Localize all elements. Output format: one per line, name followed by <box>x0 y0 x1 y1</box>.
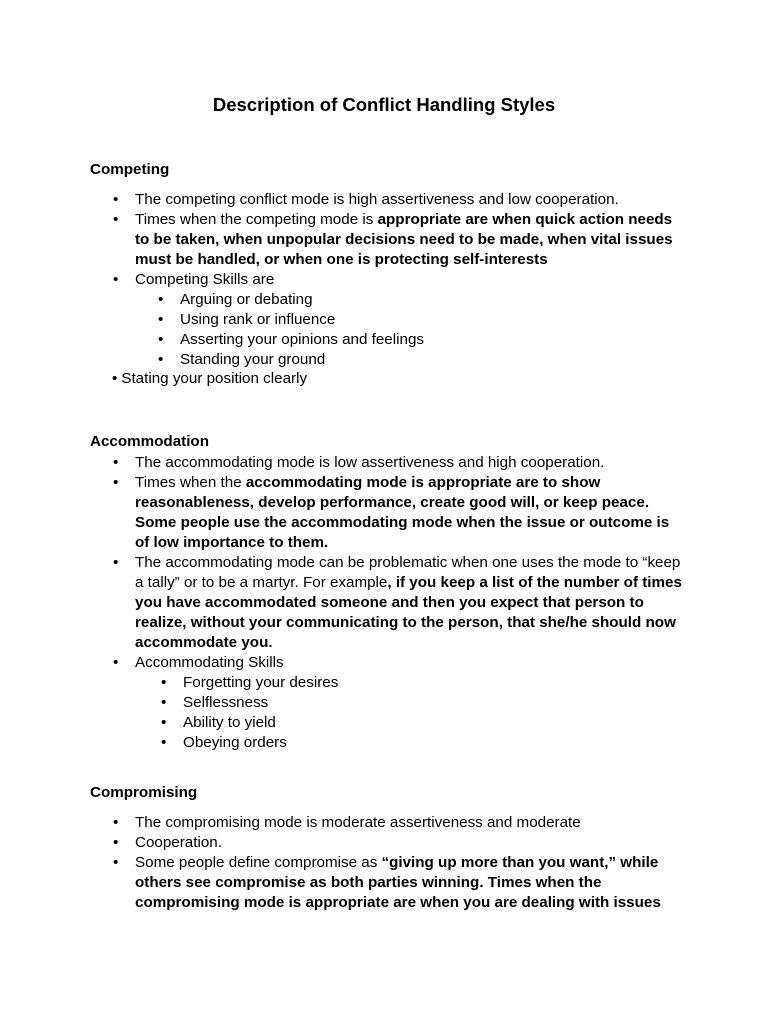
bullet-icon: • <box>113 814 119 831</box>
list-item-text: The accommodating mode can be problematic when one uses the mode to “keep a tally” or to be a martyr. For example <box>135 554 681 591</box>
page-title: Description of Conflict Handling Styles <box>212 94 556 115</box>
heading-compromising: Compromising <box>90 784 198 801</box>
bullet-icon: • <box>161 714 167 731</box>
bullet-icon: • <box>161 694 167 711</box>
bullet-icon: • <box>158 351 164 368</box>
list-item <box>112 190 682 210</box>
compromising-list <box>112 813 682 913</box>
list-item-bold-text: , if you keep a list of the number of times you have accommodated someone and then you expect that person to realize, without your communicating to the person, that she/he should now accommodate you. <box>135 574 682 651</box>
skill-item <box>158 350 682 370</box>
bullet-icon: • <box>161 734 167 751</box>
skill-text: Ability to yield <box>183 714 276 731</box>
skill-item <box>158 290 682 310</box>
bullet-icon: • <box>158 291 164 308</box>
bullet-icon: • <box>113 271 119 288</box>
bullet-icon: • <box>113 474 119 491</box>
list-item <box>112 813 682 833</box>
skill-text: Obeying orders <box>183 734 287 751</box>
skill-text: Forgetting your desires <box>183 674 339 691</box>
skill-item <box>161 713 682 733</box>
list-item <box>112 270 682 370</box>
skill-text: Selflessness <box>183 694 269 711</box>
list-item <box>112 473 682 553</box>
skill-text: Using rank or influence <box>180 311 336 328</box>
list-item-bold-text: accommodating mode is appropriate are to show reasonableness, develop performance, create good will, or keep peace. Some people use the accommodating mode when the issue or outcome is of low importance to them. <box>135 474 670 551</box>
accommodation-list <box>112 453 682 753</box>
skill-item <box>161 693 682 713</box>
list-item-text: Accommodating Skills <box>135 654 284 671</box>
list-item-text: Times when the <box>135 474 246 491</box>
accommodation-skills-list <box>161 673 682 753</box>
list-item-text: The compromising mode is moderate assertiveness and moderate <box>135 814 581 831</box>
list-item-text: The competing conflict mode is high assertiveness and low cooperation. <box>135 191 619 208</box>
skill-item <box>161 733 682 753</box>
list-item <box>112 553 682 653</box>
bullet-icon: • <box>158 311 164 328</box>
skill-item <box>161 673 682 693</box>
bullet-icon: • <box>113 454 119 471</box>
heading-accommodation: Accommodation <box>90 433 209 450</box>
bullet-icon: • <box>113 654 119 671</box>
list-item <box>112 453 682 473</box>
skill-text: Standing your ground <box>180 351 326 368</box>
bullet-icon: • <box>113 191 119 208</box>
loose-item-text: Stating your position clearly <box>121 370 308 387</box>
list-item-text: Competing Skills are <box>135 271 275 288</box>
loose-list-item <box>112 369 307 389</box>
list-item-text: Some people define compromise as <box>135 854 382 871</box>
list-item <box>112 210 682 270</box>
bullet-icon: • <box>158 331 164 348</box>
list-item <box>112 853 682 913</box>
competing-skills-list <box>158 290 682 370</box>
bullet-icon: • <box>113 554 119 571</box>
bullet-icon: • <box>112 370 118 387</box>
list-item-text: The accommodating mode is low assertiveness and high cooperation. <box>135 454 605 471</box>
skill-text: Arguing or debating <box>180 291 313 308</box>
bullet-icon: • <box>113 834 119 851</box>
heading-competing: Competing <box>90 161 170 178</box>
competing-list <box>112 190 682 370</box>
list-item-text: Times when the competing mode is <box>135 211 378 228</box>
skill-item <box>158 310 682 330</box>
list-item <box>112 653 682 753</box>
skill-item <box>158 330 682 350</box>
bullet-icon: • <box>113 854 119 871</box>
list-item-text: Cooperation. <box>135 834 222 851</box>
bullet-icon: • <box>113 211 119 228</box>
list-item <box>112 833 682 853</box>
list-item-bold-text: “giving up more than you want,” while others see compromise as both parties winning. Times when the compromising mode is appropriate are when you are dealing with issues <box>135 854 661 911</box>
list-item-bold-text: appropriate are when quick action needs to be taken, when unpopular decisions need to be made, when vital issues must be handled, or when one is protecting self-interests <box>135 211 673 268</box>
bullet-icon: • <box>161 674 167 691</box>
skill-text: Asserting your opinions and feelings <box>180 331 424 348</box>
